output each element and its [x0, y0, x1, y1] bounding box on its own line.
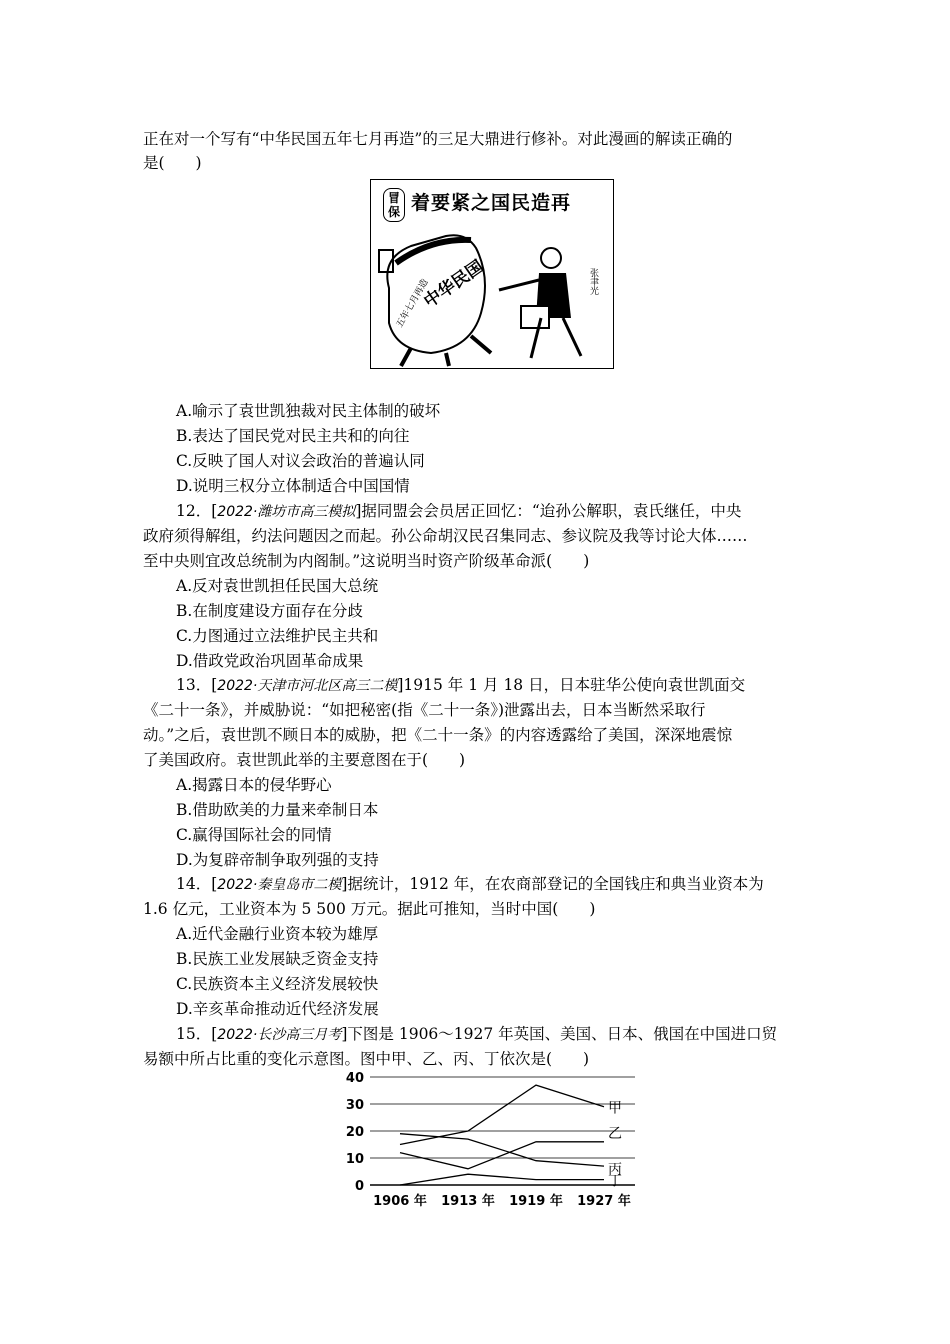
- q12-number: 12．[: [176, 502, 218, 520]
- q13-line-2: 《二十一条》，并威胁说：“如把秘密(指《二十一条》)泄露出去，日本当断然采取行: [143, 701, 706, 719]
- q14-option-c: C.民族资本主义经济发展较快: [176, 975, 379, 993]
- x-tick-label: 1913 年: [441, 1194, 495, 1209]
- q15-source: 2022·长沙高三月考: [217, 1027, 342, 1043]
- series-label: 丙: [608, 1162, 622, 1179]
- q15-text: ]下图是 1906～1927 年英国、美国、日本、俄国在中国进口贸: [341, 1025, 778, 1043]
- q12-option-b: B.在制度建设方面存在分歧: [176, 602, 363, 620]
- q12-option-a: A.反对袁世凯担任民国大总统: [176, 577, 379, 595]
- cartoon-pot-text: 中华民国: [420, 256, 488, 313]
- cartoon-side-label: 冒保: [383, 188, 405, 222]
- x-tick-label: 1906 年: [373, 1194, 427, 1209]
- q11-option-a: A.喻示了袁世凯独裁对民主体制的破坏: [176, 402, 441, 420]
- y-tick-label: 10: [345, 1152, 364, 1167]
- q13-option-c: C.赢得国际社会的同情: [176, 826, 332, 844]
- q13-number: 13．[: [176, 676, 218, 694]
- import-share-line-chart: [340, 1067, 650, 1215]
- x-tick-label: 1919 年: [509, 1194, 563, 1209]
- series-label: 乙: [608, 1125, 622, 1142]
- q12-line-2: 政府须得解组，约法问题因之而起。孙公命胡汉民召集同志、参议院及我等讨论大体……: [143, 527, 748, 545]
- cartoon-illustration: [370, 179, 614, 369]
- q12-option-d: D.借政党政治巩固革命成果: [176, 652, 364, 670]
- q15-line-1: [176, 1023, 777, 1046]
- series-line-2: [400, 1142, 604, 1169]
- q14-source: 2022·秦皇岛市二模: [217, 877, 342, 893]
- y-tick-label: 20: [345, 1125, 364, 1140]
- q12-text: ]据同盟会会员居正回忆：“迨孙公解职，袁氏继任，中央: [355, 502, 742, 520]
- q15-line-2: 易额中所占比重的变化示意图。图中甲、乙、丙、丁依次是( ): [143, 1050, 590, 1068]
- tool-box: [521, 306, 549, 328]
- q13-option-d: D.为复辟帝制争取列强的支持: [176, 851, 379, 869]
- man-arm: [499, 280, 539, 290]
- intro-line-1: 正在对一个写有“中华民国五年七月再造”的三足大鼎进行修补。对此漫画的解读正确的: [143, 130, 733, 148]
- series-label: 甲: [608, 1100, 622, 1117]
- q14-option-b: B.民族工业发展缺乏资金支持: [176, 950, 379, 968]
- q12-option-c: C.力图通过立法维护民主共和: [176, 627, 379, 645]
- q13-line-1: [176, 674, 745, 697]
- q14-text: ]据统计，1912 年，在农商部登记的全国钱庄和典当业资本为: [341, 875, 764, 893]
- q15-number: 15．[: [176, 1025, 218, 1043]
- q13-line-3: 动。”之后，袁世凯不顾日本的威胁，把《二十一条》的内容透露给了美国，深深地震惊: [143, 726, 733, 744]
- q13-text: ]1915 年 1 月 18 日，日本驻华公使向袁世凯面交: [397, 676, 746, 694]
- q14-option-d: D.辛亥革命推动近代经济发展: [176, 1000, 379, 1018]
- man-head: [541, 248, 561, 268]
- series-label: 丁: [608, 1173, 622, 1190]
- q11-option-d: D.说明三权分立体制适合中国国情: [176, 477, 410, 495]
- q14-option-a: A.近代金融行业资本较为雄厚: [176, 925, 379, 943]
- q11-option-c: C.反映了国人对议会政治的普遍认同: [176, 452, 425, 470]
- man-legs: [531, 318, 581, 358]
- cartoon-drawing: [371, 218, 613, 368]
- q13-option-a: A.揭露日本的侵华野心: [176, 776, 332, 794]
- q12-line-1: [176, 500, 741, 523]
- y-tick-label: 40: [345, 1071, 364, 1086]
- cartoon-pot-side-text: 五年七月再造: [394, 277, 431, 330]
- q13-line-4: 了美国政府。袁世凯此举的主要意图在于( ): [143, 751, 466, 769]
- q14-line-2: 1.6 亿元，工业资本为 5 500 万元。据此可推知，当时中国( ): [143, 900, 596, 918]
- q13-source: 2022·天津市河北区高三二模: [217, 678, 398, 694]
- intro-line-2: 是( ): [143, 154, 202, 172]
- q14-number: 14．[: [176, 875, 218, 893]
- q13-option-b: B.借助欧美的力量来牵制日本: [176, 801, 379, 819]
- y-tick-label: 30: [345, 1098, 364, 1113]
- cartoon-signature: 张聿光: [588, 268, 598, 295]
- q12-line-3: 至中央则宜改总统制为内阁制。”这说明当时资产阶级革命派( ): [143, 552, 590, 570]
- x-tick-label: 1927 年: [577, 1194, 631, 1209]
- q12-source: 2022·潍坊市高三模拟: [217, 504, 356, 520]
- cartoon-title: 着要紧之国民造再: [411, 192, 572, 214]
- series-line-4: [400, 1174, 604, 1185]
- y-tick-label: 0: [354, 1179, 364, 1194]
- q11-option-b: B.表达了国民党对民主共和的向往: [176, 427, 410, 445]
- q14-line-1: [176, 873, 764, 896]
